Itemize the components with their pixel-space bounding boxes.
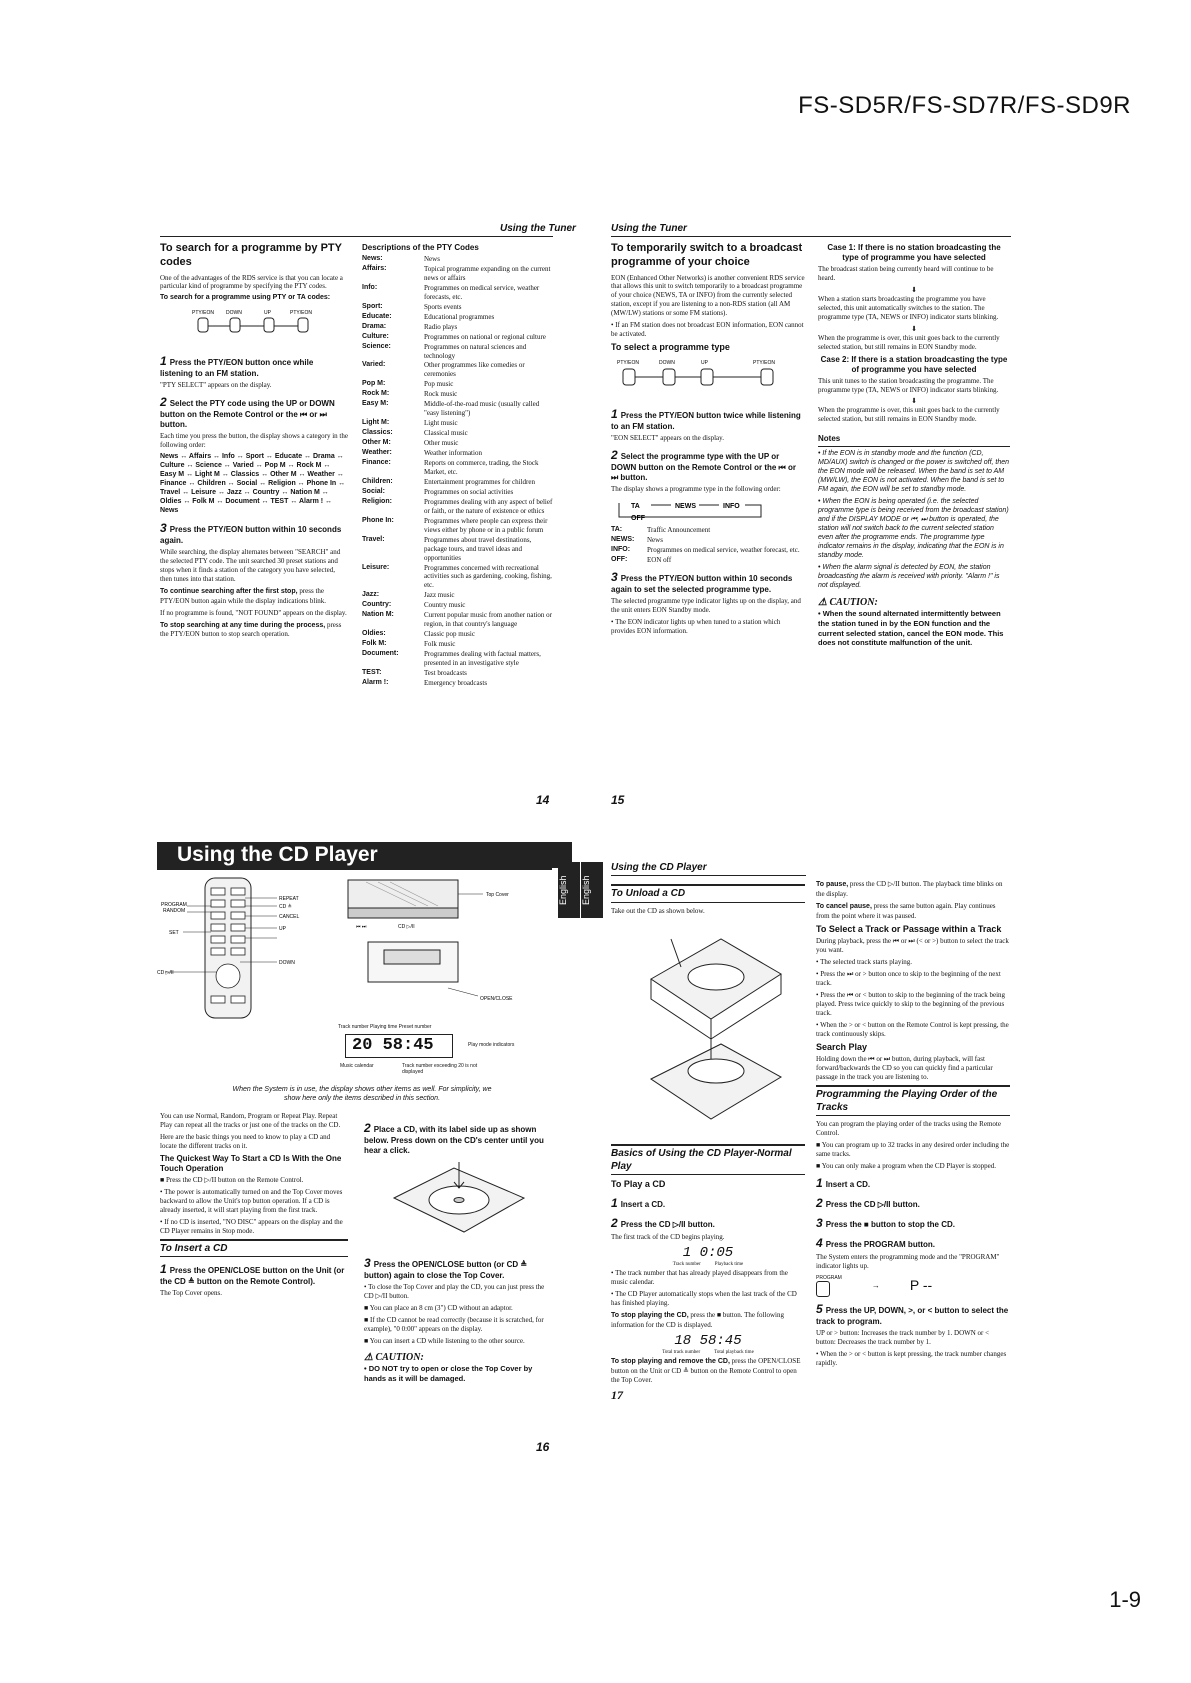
remote-buttons-figure	[160, 306, 340, 346]
pty-code-desc: Programmes on national or regional culture	[424, 332, 546, 341]
eon-type-row	[611, 526, 805, 535]
step-3: 3 Press the PTY/EON button within 10 seconds again to set the selected programme type.	[611, 570, 793, 595]
unit-figure	[318, 878, 550, 1018]
unit-label: CD ▷/II	[398, 924, 415, 930]
pty-code-key: Other M:	[362, 439, 391, 447]
eon-type-key: OFF:	[611, 556, 628, 564]
page-number-14: 14	[536, 793, 550, 807]
insert-cd-figure	[384, 1158, 534, 1248]
step-1: 1 Insert a CD.	[816, 1176, 871, 1191]
pty-code-row	[362, 669, 554, 678]
pause-program-column	[816, 880, 1010, 1371]
paragraph: When a station starts broadcasting the programme you have selected, this unit automatically switches to the station. The programme type (TA, NEWS or INFO) indicator starts blinking.	[818, 294, 999, 321]
insert-heading: To Insert a CD	[160, 1239, 348, 1258]
pty-code-row	[362, 601, 554, 610]
pty-code-key: Country:	[362, 601, 392, 609]
pty-code-row	[362, 650, 554, 668]
pty-code-desc: Test broadcasts	[424, 668, 467, 677]
pty-code-row	[362, 313, 554, 322]
step-1: 1 Press the OPEN/CLOSE button on the Unit (or the CD ≜ button on the Remote Control).	[160, 1262, 345, 1287]
subheading: The Quickest Way To Start a CD Is With the One Touch Operation	[160, 1153, 342, 1173]
pty-codes-column	[362, 240, 554, 689]
pty-code-desc: Light music	[424, 419, 458, 428]
step-note: Each time you press the button, the display shows a category in the following order:	[160, 432, 348, 450]
pty-code-row	[362, 255, 554, 264]
unload-cd-figure	[611, 919, 801, 1139]
paragraph: One of the advantages of the RDS service is that you can locate a particular kind of programme by specifying the PTY codes.	[160, 273, 343, 291]
pty-code-desc: Folk music	[424, 640, 456, 649]
display-footnote: When the System is in use, the display shows other items as well. For simplicity, we show here only the items described in this section.	[232, 1086, 492, 1102]
language-tab: English	[558, 862, 580, 918]
down-arrow: ⬇	[911, 285, 917, 294]
pty-code-desc: Pop music	[424, 380, 454, 389]
display-caption: Track number Playing time Preset number	[338, 1024, 432, 1030]
pty-code-desc: Programmes on social activities	[424, 487, 514, 496]
basics-heading: Basics of Using the CD Player-Normal Play	[611, 1144, 805, 1176]
pty-code-key: Document:	[362, 650, 399, 658]
info-item: ■ You can only make a program when the CD Player is stopped.	[816, 1162, 996, 1171]
pty-code-key: Drama:	[362, 322, 387, 330]
pty-code-row	[362, 333, 554, 342]
eon-cycle-diagram	[611, 497, 781, 523]
program-figure	[816, 1275, 1010, 1297]
cycle-item: OFF	[631, 515, 645, 523]
divider	[160, 236, 553, 237]
pty-code-key: Finance:	[362, 459, 391, 467]
pty-code-desc: Country music	[424, 601, 466, 610]
unload-heading: To Unload a CD	[611, 884, 805, 903]
info-item: ■ You can place an 8 cm (3") CD without an adaptor.	[364, 1303, 513, 1312]
pty-code-row	[362, 498, 554, 516]
paragraph: During playback, press the ⏮ or ⏭ (< or >) button to select the track you want.	[816, 937, 1009, 955]
pty-code-row	[362, 640, 554, 649]
step-5: 5 Press the UP, DOWN, >, or < button to select the track to program.	[816, 1302, 1009, 1327]
stop-search: To stop searching at any time during the process, press the PTY/EON button to stop search operation.	[160, 620, 342, 639]
step-1: 1 Insert a CD.	[611, 1195, 666, 1210]
codes-title: Descriptions of the PTY Codes	[362, 243, 479, 252]
subheading: To select a programme type	[611, 342, 730, 353]
pty-code-desc: Educational programmes	[424, 312, 495, 321]
bullet: • When the > or < button on the Remote Control is kept pressing, the track continuously skips.	[816, 1021, 1010, 1039]
pty-code-row	[362, 284, 554, 302]
step-2: 2 Press the CD ▷/II button.	[816, 1196, 920, 1211]
fig-label: PTY/EON	[290, 310, 312, 317]
eon-type-desc: Programmes on medical service, weather forecast, etc.	[647, 546, 800, 555]
paragraph: When the programme is over, this unit goes back to the currently selected station, but still remains in EON Standby mode.	[818, 406, 1000, 424]
pty-code-key: Social:	[362, 487, 385, 495]
eon-type-key: NEWS:	[611, 536, 635, 544]
pty-code-key: TEST:	[362, 668, 382, 676]
eon-type-key: TA:	[611, 526, 623, 534]
caution-heading: ⚠ CAUTION:	[364, 1351, 424, 1363]
pty-code-desc: Classical music	[424, 429, 468, 438]
fig-label: DOWN	[226, 310, 242, 317]
pty-order: News ↔ Affairs ↔ Info ↔ Sport ↔ Educate ↔ Drama ↔ Culture ↔ Science ↔ Varied ↔ Pop M ↔ Rock M ↔ Easy M ↔ Light M ↔ Classics ↔ Other M ↔ Weather ↔ Finance ↔ Children ↔ Social ↔ Religion ↔ Phone In ↔ Travel ↔ Leisure ↔ Jazz ↔ Country ↔ Nation M ↔ Oldies ↔ Folk M ↔ Document ↔ TEST ↔ Alarm ! ↔ News	[160, 453, 346, 514]
program-label: PROGRAM	[816, 1274, 842, 1281]
arrow-icon: →	[871, 1281, 880, 1291]
paragraph: ■ Press the CD ▷/II button on the Remote Control.	[160, 1175, 304, 1184]
program-heading: Programming the Playing Order of the Tracks	[816, 1085, 1010, 1117]
pty-code-desc: Entertainment programmes for children	[424, 477, 535, 486]
running-head-17: Using the CD Player	[611, 862, 707, 873]
program-button-figure	[816, 1275, 842, 1297]
pty-code-key: Travel:	[362, 535, 385, 543]
pty-code-key: Phone In:	[362, 516, 394, 524]
pty-code-desc: Programmes on medical service, weather forecasts, etc.	[424, 283, 540, 301]
step-note: The System enters the programming mode and the "PROGRAM" indicator lights up.	[816, 1253, 1000, 1271]
display-sublabel: Track number exceeding 20 is not displayed	[402, 1063, 478, 1076]
cycle-item: TA	[631, 503, 640, 511]
pty-code-desc: Programmes on natural sciences and technology	[424, 342, 527, 360]
unit-label: OPEN/CLOSE	[480, 996, 513, 1002]
pty-code-row	[362, 390, 554, 399]
language-tab: English	[581, 862, 603, 918]
pty-code-row	[362, 459, 554, 477]
step-note: "EON SELECT" appears on the display.	[611, 434, 724, 443]
pty-search-column	[160, 240, 348, 642]
display-sublabel: Play mode indicators	[468, 1042, 515, 1048]
info-item: ■ You can program up to 32 tracks in any desired order including the same tracks.	[816, 1141, 1010, 1159]
remote-label: CD ▷/II	[157, 970, 174, 976]
pty-code-row	[362, 265, 554, 283]
pty-code-key: Folk M:	[362, 640, 387, 648]
divider	[818, 446, 1010, 447]
eon-type-key: INFO:	[611, 546, 631, 554]
subheading: To Select a Track or Passage within a Track	[816, 923, 1002, 934]
fig-label: PTY/EON	[617, 360, 639, 367]
pty-code-desc: Topical programme expanding on the current news or affairs	[424, 264, 551, 282]
cancel-info: To cancel pause, press the same button again. Play continues from the point where it was paused.	[816, 901, 996, 920]
pty-code-key: Classics:	[362, 429, 393, 437]
pty-code-desc: Programmes dealing with factual matters, presented in an investigative style	[424, 650, 541, 668]
step-1: 1 Press the PTY/EON button once while listening to an FM station.	[160, 354, 314, 379]
pty-code-row	[362, 536, 554, 563]
down-arrow: ⬇	[911, 324, 917, 333]
pty-code-desc: News	[424, 255, 440, 263]
step-2: 2 Select the programme type with the UP or DOWN button on the Remote Control or the ⏮ or ⏭ button.	[611, 448, 796, 483]
pty-code-row	[362, 343, 554, 361]
paragraph: This unit tunes to the station broadcasting the programme. The programme type (TA, NEWS or INFO) indicator starts blinking.	[818, 376, 999, 394]
step-note: The display shows a programme type in the following order:	[611, 485, 781, 494]
pty-code-row	[362, 611, 554, 629]
page-number-15: 15	[611, 793, 625, 807]
bullet: • When the > or < button is kept pressing, the track number changes rapidly.	[816, 1350, 1010, 1368]
pty-code-row	[362, 429, 554, 438]
fig-label: DOWN	[659, 360, 675, 367]
bullet: • The CD Player automatically stops when the last track of the CD has finished playing.	[611, 1290, 805, 1308]
pty-code-desc: Other music	[424, 439, 459, 448]
remote-label: PROGRAM	[161, 902, 187, 908]
step-note: The Top Cover opens.	[160, 1289, 222, 1298]
model-title: FS-SD5R/FS-SD7R/FS-SD9R	[798, 92, 1131, 119]
subheading: Search Play	[816, 1041, 868, 1052]
remote-control-figure	[157, 876, 317, 1026]
program-display: P --	[909, 1277, 933, 1294]
cycle-item: INFO	[723, 503, 740, 511]
pty-code-row	[362, 591, 554, 600]
pty-code-desc: Radio plays	[424, 322, 458, 331]
pty-code-row	[362, 630, 554, 639]
pty-code-key: Alarm !:	[362, 678, 389, 686]
paragraph: You can program the playing order of the tracks using the Remote Control.	[816, 1120, 1001, 1138]
page-number-16: 16	[536, 1440, 550, 1454]
remote-label: CD ≜	[279, 904, 292, 910]
pty-code-desc: Classic pop music	[424, 630, 475, 639]
codes-list	[362, 255, 554, 688]
case1-heading: Case 1: If there is no station broadcasting the type of programme you have selected	[827, 243, 1001, 262]
not-found-note: If no programme is found, "NOT FOUND" appears on the display.	[160, 608, 347, 617]
pty-code-row	[362, 361, 554, 379]
note-item: • When the EON is being operated (i.e. the selected programme type is being received from the broadcast station) and if the DISPLAY MODE or ⏮, ⏭ button is operated, the station will not switch back to the current selected station even after the programme ends. The programme type indicator remains in the display, indicating that the EON is in standby mode.	[818, 498, 1010, 561]
notes-heading: Notes	[818, 434, 841, 444]
pty-code-key: Nation M:	[362, 611, 394, 619]
bullet: • The EON indicator lights up when tuned to a station which provides EON information.	[611, 618, 805, 636]
pty-code-key: Pop M:	[362, 380, 386, 388]
remote-buttons-figure	[611, 355, 801, 399]
step-note: The selected programme type indicator lights up on the display, and the unit enters EON Standby mode.	[611, 597, 801, 614]
divider	[611, 236, 1011, 237]
paragraph: When the programme is over, this unit goes back to the currently selected station, but still remains in EON Standby mode.	[818, 333, 1000, 351]
lcd-label: Total track number	[662, 1350, 701, 1356]
pty-code-key: Science:	[362, 342, 391, 350]
pty-code-key: Easy M:	[362, 400, 389, 408]
remote-label: UP	[279, 926, 286, 932]
pty-code-key: Sport:	[362, 302, 383, 310]
step-3: 3 Press the PTY/EON button within 10 seconds again.	[160, 520, 342, 545]
pty-code-key: Info:	[362, 283, 378, 291]
note-item: • If the EON is in standby mode and the function (CD, MD/AUX) switch is changed or the power is switched off, then the EON mode will be released. When the band is set to AM (MW/LW), the EON is not activated. When the band is set to FM again, the EON will be set to standby mode.	[818, 450, 1010, 495]
pty-code-key: Religion:	[362, 497, 392, 505]
pty-code-row	[362, 323, 554, 332]
pty-code-key: Oldies:	[362, 630, 386, 638]
bullet: • The selected track starts playing.	[816, 958, 1010, 967]
pause-info: To pause, press the CD ▷/II button. The playback time blinks on the display.	[816, 880, 1003, 898]
step-3: 3 Press the ■ button to stop the CD.	[816, 1216, 955, 1231]
fig-label: PTY/EON	[192, 310, 214, 317]
paragraph: Here are the basic things you need to know to play a CD and locate the different tracks on it.	[160, 1132, 331, 1150]
bullet: • Press the ⏭ or > button once to skip to the beginning of the next track.	[816, 970, 1010, 988]
pty-code-row	[362, 419, 554, 428]
bullet: • If no CD is inserted, "NO DISC" appears on the display and the CD Player remains in Stop mode.	[160, 1218, 348, 1236]
unload-play-column	[611, 882, 805, 1403]
pty-code-desc: Reports on commerce, trading, the Stock Market, etc.	[424, 459, 539, 476]
paragraph: Holding down the ⏮ or ⏭ button, during playback, will fast forward/backwards the CD so you can quickly find a particular passage in the track you are listening to.	[816, 1054, 993, 1081]
warning-icon: ⚠	[364, 1351, 373, 1363]
pty-code-row	[362, 478, 554, 487]
remote-label: SET	[169, 930, 179, 936]
pty-code-key: News:	[362, 255, 383, 262]
pty-code-row	[362, 488, 554, 497]
lcd-label: Playback time	[714, 1262, 744, 1268]
fig-label: PTY/EON	[753, 360, 775, 367]
pty-code-desc: Weather information	[424, 449, 482, 458]
pty-code-key: Light M:	[362, 419, 390, 427]
pty-code-row	[362, 439, 554, 448]
pty-code-row	[362, 449, 554, 458]
cd-display: 20 58:45	[345, 1034, 453, 1058]
program-button	[816, 1281, 830, 1297]
step-note: UP or > button: Increases the track number by 1. DOWN or < button: Decreases the track number by 1.	[816, 1329, 990, 1347]
bullet: • If an FM station does not broadcast EON information, EON cannot be activated.	[611, 321, 805, 339]
pty-code-row	[362, 564, 554, 591]
eon-type-row	[611, 536, 805, 545]
remote-label: CANCEL	[279, 914, 300, 920]
fig-label: UP	[264, 310, 271, 317]
cd-insert-column	[364, 1116, 554, 1387]
info-item: ■ If the CD cannot be read correctly (because it is scratched, for example), "0 0:00" appears on the display.	[364, 1315, 544, 1333]
lcd-label: Track number	[672, 1262, 701, 1268]
remote-label: REPEAT	[279, 896, 299, 902]
step-note: The first track of the CD begins playing.	[611, 1232, 725, 1241]
step-1: 1 Press the PTY/EON button twice while listening to an FM station.	[611, 407, 801, 432]
page-number-17: 17	[611, 1387, 623, 1402]
pty-code-desc: Programmes where people can express their views either by phone or in a public forum	[424, 516, 548, 534]
eon-type-row	[611, 546, 805, 555]
cd-player-banner: Using the CD Player	[157, 842, 572, 868]
step-2: 2 Place a CD, with its label side up as shown below. Press down on the CD's center until you hear a click.	[364, 1121, 544, 1155]
eon-type-row	[611, 556, 805, 565]
pty-code-key: Children:	[362, 477, 393, 485]
remote-label: DOWN	[279, 960, 295, 966]
case2-heading: Case 2: If there is a station broadcasting the type of programme you have selected	[820, 354, 1008, 374]
sheet-page-number: 1-9	[1109, 1587, 1141, 1612]
cd-basics-column	[160, 1112, 348, 1301]
pty-code-key: Leisure:	[362, 563, 390, 571]
eon-types-list	[611, 526, 805, 565]
pty-code-desc: Middle-of-the-road music (usually called "easy listening")	[424, 400, 540, 418]
paragraph: The broadcast station being currently heard will continue to be heard.	[818, 265, 994, 282]
pty-code-desc: Other programmes like comedies or ceremonies	[424, 361, 525, 379]
caution-heading: ⚠ CAUTION:	[818, 596, 878, 608]
pty-code-desc: Rock music	[424, 390, 458, 399]
bullet: • To close the Top Cover and play the CD, you can just press the CD ▷/II button.	[364, 1283, 554, 1301]
bullet: • Press the ⏮ or < button to skip to the beginning of the track being played. Press twice quickly to skip to the beginning of the previous track.	[816, 991, 1010, 1018]
step-2: 2 Press the CD ▷/II button.	[611, 1215, 715, 1230]
pty-code-row	[362, 303, 554, 312]
eon-column	[611, 240, 805, 639]
lcd-play-time: 1 0:05	[682, 1244, 734, 1261]
info-item: ■ You can insert a CD while listening to the other source.	[364, 1336, 525, 1345]
step-4: 4 Press the PROGRAM button.	[816, 1236, 936, 1251]
caution-text: • DO NOT try to open or close the Top Cover by hands as it will be damaged.	[364, 1364, 554, 1383]
divider	[611, 875, 806, 876]
lcd-label: Total playback time	[714, 1350, 754, 1356]
pty-code-desc: Programmes dealing with any aspect of belief or faith, or the nature of existence or ethics	[424, 497, 553, 515]
caution-text: • When the sound alternated intermittently between the station tuned in by the EON function and the current selected station, cancel the EON mode. This does not constitute malfunction of the unit.	[818, 609, 1010, 647]
pty-code-desc: Current popular music from another nation or region, in that country's language	[424, 611, 552, 629]
divider	[157, 868, 552, 870]
eon-cases-column	[818, 240, 1010, 651]
pty-code-row	[362, 517, 554, 535]
bullet: • The track number that has already played disappears from the music calendar.	[611, 1269, 805, 1287]
pty-code-key: Rock M:	[362, 390, 390, 398]
cycle-item: NEWS	[675, 503, 696, 511]
paragraph: EON (Enhanced Other Networks) is another convenient RDS service that allows this unit to switch temporarily to a broadcast programme of your choice (NEWS, TA or INFO) from the currently selected station, except if you are listening to a non-RDS station (all AM (MW/LW) stations or some FM stations).	[611, 273, 805, 318]
step-note: "PTY SELECT" appears on the display.	[160, 381, 272, 390]
pty-code-row	[362, 679, 554, 688]
pty-code-desc: Programmes about travel destinations, package tours, and travel ideas and opportunities	[424, 535, 532, 562]
pty-code-desc: Programmes concerned with recreational activities such as gardening, cooking, fishing, etc.	[424, 563, 552, 590]
down-arrow: ⬇	[911, 397, 917, 406]
running-head-15: Using the Tuner	[611, 223, 687, 234]
pty-code-key: Varied:	[362, 361, 386, 369]
pty-code-desc: Jazz music	[424, 591, 455, 600]
remove-info: To stop playing and remove the CD, press the OPEN/CLOSE button on the Unit or CD ≜ button on the Remote Control to open the Top Cover.	[611, 1356, 801, 1384]
step-3: 3 Press the OPEN/CLOSE button (or CD ≜ button) again to close the Top Cover.	[364, 1255, 528, 1280]
eon-type-desc: Traffic Announcement	[647, 526, 711, 535]
pty-code-key: Culture:	[362, 332, 389, 340]
section-title: To temporarily switch to a broadcast programme of your choice	[611, 242, 803, 268]
pty-code-row	[362, 380, 554, 389]
note-item: • When the alarm signal is detected by EON, the station broadcasting the alarm is received with priority. "Alarm !" is not displayed.	[818, 564, 1010, 591]
unit-label: ⏮ ⏭	[356, 924, 367, 930]
step-note: While searching, the display alternates between "SEARCH" and the selected PTY code. The unit searched 30 preset stations and stops when it finds a station of the category you have selected, then tunes into that station.	[160, 547, 341, 583]
pty-code-key: Educate:	[362, 312, 392, 320]
subheading: To Play a CD	[611, 1179, 666, 1190]
pty-code-key: Jazz:	[362, 591, 380, 599]
subheading: To search for a programme using PTY or TA codes:	[160, 294, 331, 302]
section-title: To search for a programme by PTY codes	[160, 242, 342, 268]
eon-type-desc: EON off	[647, 556, 672, 565]
warning-icon: ⚠	[818, 596, 827, 608]
pty-code-row	[362, 400, 554, 418]
lcd-total: 18 58:45	[674, 1332, 742, 1349]
paragraph: Take out the CD as shown below.	[611, 906, 705, 915]
pty-code-key: Weather:	[362, 449, 392, 457]
paragraph: You can use Normal, Random, Program or Repeat Play. Repeat Play can repeat all the tracks or just one of the tracks on the CD.	[160, 1112, 341, 1129]
stop-info: To stop playing the CD, press the ■ button. The following information for the CD is displayed.	[611, 1310, 784, 1329]
fig-label: UP	[701, 360, 708, 367]
pty-code-key: Affairs:	[362, 264, 387, 272]
step-2: 2 Select the PTY code using the UP or DOWN button on the Remote Control or the ⏮ or ⏭ button.	[160, 395, 335, 430]
display-sublabel: Music calendar	[340, 1063, 374, 1069]
pty-code-desc: Emergency broadcasts	[424, 678, 488, 687]
remote-label: RANDOM	[163, 908, 186, 914]
pty-code-desc: Sports events	[424, 302, 462, 311]
running-head-14: Using the Tuner	[500, 223, 576, 234]
unit-label: Top Cover	[486, 892, 509, 898]
eon-type-desc: News	[647, 536, 663, 545]
bullet: • The power is automatically turned on and the Top Cover moves backward to allow the Unit's top button operation. If a CD is already inserted, it will start playing from the first track.	[160, 1188, 348, 1215]
continue-search: To continue searching after the first stop, press the PTY/EON button again while the display indications blink.	[160, 586, 327, 605]
